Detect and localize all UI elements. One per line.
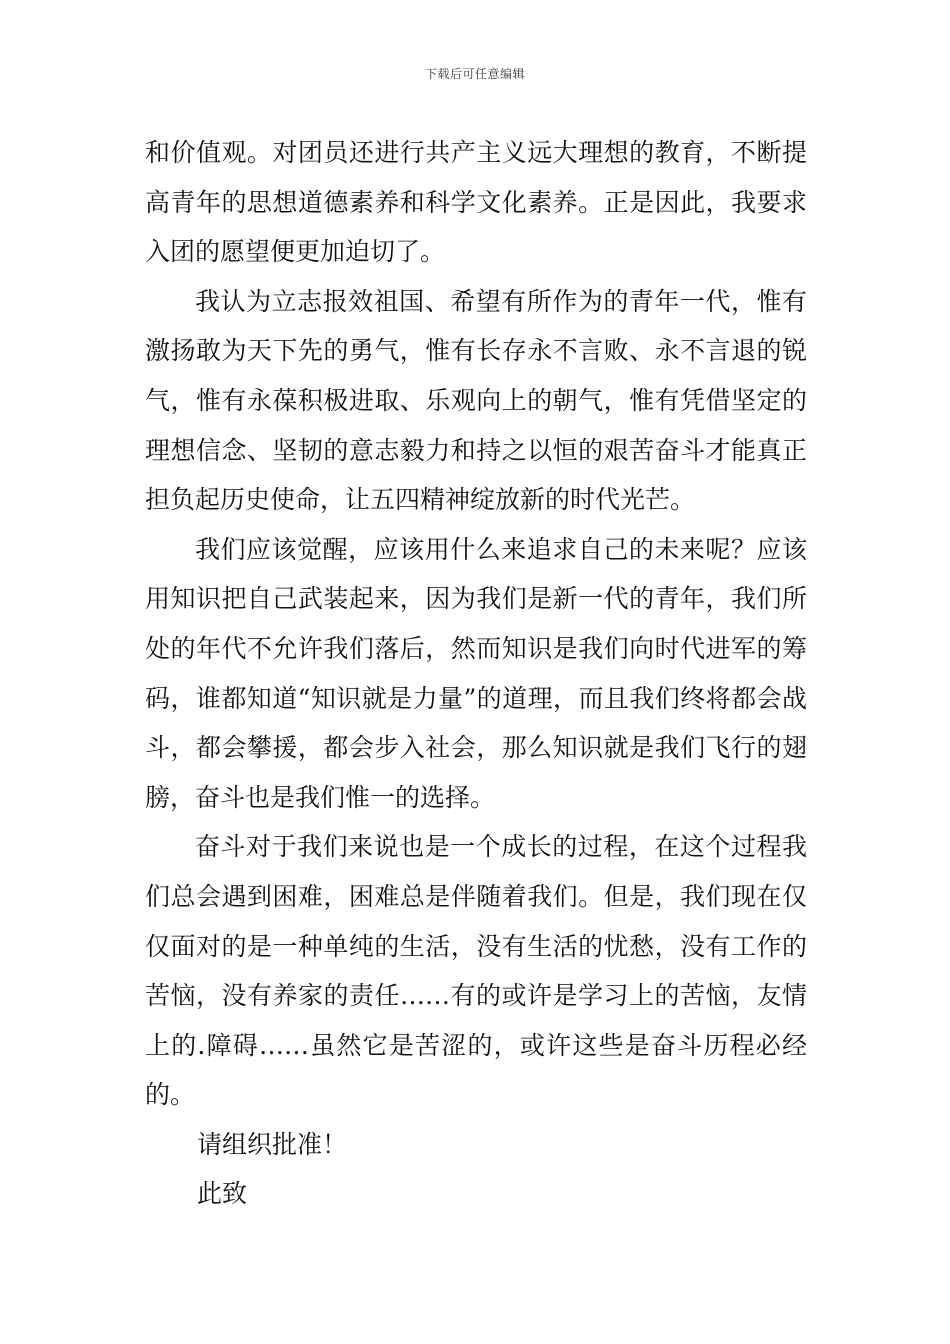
- letter-body: [145, 128, 807, 1219]
- paragraph-4: 奋斗对于我们来说也是一个成长的过程，在这个过程我们总会遇到困难，困难总是伴随着我们。但是，我们现在仅仅面对的是一种单纯的生活，没有生活的忧愁，没有工作的苦恼，没有养家的责任……有的或许是学习上的苦恼，友情上的.障碍……虽然它是苦涩的，或许这些是奋斗历程必经的。: [145, 832, 807, 1110]
- closing-salutation: 此致: [197, 1179, 248, 1209]
- paragraph-3: 我们应该觉醒，应该用什么来追求自己的未来呢？应该用知识把自己武装起来，因为我们是新一代的青年，我们所处的年代不允许我们落后，然而知识是我们向时代进军的筹码，谁都知道“知识就是力量”的道理，而且我们终将都会战斗，都会攀援，都会步入社会，那么知识就是我们飞行的翅膀，奋斗也是我们惟一的选择。: [145, 534, 807, 812]
- page-header: 下载后可任意编辑: [424, 67, 525, 81]
- closing-request: 请组织批准！: [197, 1129, 348, 1159]
- paragraph-2: 我认为立志报效祖国、希望有所作为的青年一代，惟有激扬敢为天下先的勇气，惟有长存永不言败、永不言退的锐气，惟有永葆积极进取、乐观向上的朝气，惟有凭借坚定的理想信念、坚韧的意志毅力和持之以恒的艰苦奋斗才能真正担负起历史使命，让五四精神绽放新的时代光芒。: [145, 286, 807, 515]
- paragraph-1: 和价值观。对团员还进行共产主义远大理想的教育，不断提高青年的思想道德素养和科学文化素养。正是因此，我要求入团的愿望便更加迫切了。: [145, 138, 807, 267]
